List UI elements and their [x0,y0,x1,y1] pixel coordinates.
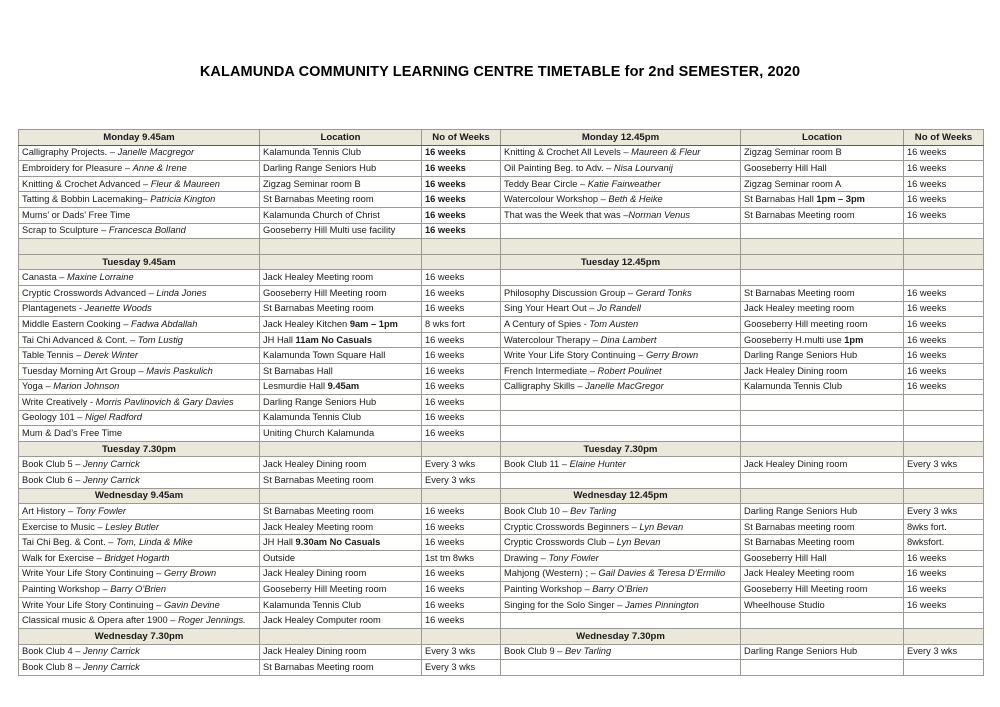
course-cell [501,613,741,629]
location-cell: Jack Healey meeting room [741,301,904,317]
weeks-cell: 16 weeks [422,301,501,317]
location-cell: Gooseberry Hill Meeting room [260,285,422,301]
weeks-cell: Every 3 wks [422,473,501,489]
course-cell: Scrap to Sculpture – Francesca Bolland [19,223,260,239]
course-cell: Tatting & Bobbin Lacemaking– Patricia Kington [19,192,260,208]
daybar-tuesday-evening-left: Tuesday 7.30pm [19,441,260,457]
weeks-cell [904,270,984,286]
daybar-blank [741,488,904,504]
course-cell: Book Club 6 – Jenny Carrick [19,473,260,489]
spacer-cell [501,239,741,255]
location-cell [741,473,904,489]
location-cell [741,223,904,239]
header-location-left: Location [260,130,422,146]
weeks-cell: Every 3 wks [904,457,984,473]
location-cell [741,613,904,629]
day-bar-row-wednesday [19,488,984,504]
section-spacer-row [19,239,984,255]
daybar-blank [904,441,984,457]
table-row [19,535,984,551]
location-cell: Darling Range Seniors Hub [260,395,422,411]
weeks-cell: 16 weeks [422,223,501,239]
course-cell: That was the Week that was –Norman Venus [501,207,741,223]
weeks-cell: 16 weeks [422,145,501,161]
weeks-cell: 16 weeks [422,161,501,177]
weeks-cell: 16 weeks [422,395,501,411]
weeks-cell: 16 weeks [422,192,501,208]
location-cell: Jack Healey Meeting room [260,270,422,286]
weeks-cell: 16 weeks [904,566,984,582]
spacer-cell [741,239,904,255]
weeks-cell: 16 weeks [904,207,984,223]
course-cell: Painting Workshop – Barry O’Brien [501,582,741,598]
spacer-cell [19,239,260,255]
course-cell: Yoga – Marion Johnson [19,379,260,395]
location-cell: Kalamunda Town Square Hall [260,348,422,364]
course-cell: Sing Your Heart Out – Jo Randell [501,301,741,317]
course-cell: Write Your Life Story Continuing – Gerry Brown [19,566,260,582]
daybar-blank [260,254,422,270]
weeks-cell: 16 weeks [422,597,501,613]
course-cell: Drawing – Tony Fowler [501,551,741,567]
course-cell: Watercolour Workshop – Beth & Heike [501,192,741,208]
location-cell: Gooseberry Hill meeting room [741,317,904,333]
daybar-blank [422,629,501,645]
course-cell: Book Club 10 – Bev Tarling [501,504,741,520]
course-cell [501,270,741,286]
location-cell: Jack Healey Dining room [741,457,904,473]
daybar-blank [741,441,904,457]
daybar-tuesday-morning: Tuesday 9.45am [19,254,260,270]
location-cell: Kalamunda Tennis Club [260,145,422,161]
spacer-cell [260,239,422,255]
weeks-cell: 16 weeks [422,332,501,348]
course-cell: Tuesday Morning Art Group – Mavis Paskulich [19,363,260,379]
weeks-cell: 16 weeks [904,176,984,192]
course-cell: Knitting & Crochet Advanced – Fleur & Maureen [19,176,260,192]
course-cell: Table Tennis – Derek Winter [19,348,260,364]
course-cell: Singing for the Solo Singer – James Pinnington [501,597,741,613]
table-row [19,161,984,177]
location-cell: St Barnabas Meeting room [260,473,422,489]
location-cell: Wheelhouse Studio [741,597,904,613]
location-cell: St Barnabas meeting room [741,519,904,535]
location-cell: Zigzag Seminar room B [260,176,422,192]
location-cell: Jack Healey Kitchen 9am – 1pm [260,317,422,333]
location-cell: Jack Healey Dining room [260,566,422,582]
location-cell: Jack Healey Dining room [260,644,422,660]
weeks-cell [904,660,984,676]
header-monday-afternoon: Monday 12.45pm [501,130,741,146]
course-cell [501,410,741,426]
course-cell: Canasta – Maxine Lorraine [19,270,260,286]
location-cell: JH Hall 11am No Casuals [260,332,422,348]
timetable [18,129,984,676]
course-cell [501,426,741,442]
table-row [19,613,984,629]
weeks-cell [904,473,984,489]
weeks-cell: Every 3 wks [422,457,501,473]
weeks-cell: 16 weeks [422,379,501,395]
location-cell: Outside [260,551,422,567]
course-cell: A Century of Spies - Tom Austen [501,317,741,333]
location-cell [741,410,904,426]
course-cell: Write Your Life Story Continuing – Gavin Devine [19,597,260,613]
weeks-cell: Every 3 wks [422,644,501,660]
table-row [19,332,984,348]
course-cell: Write Your Life Story Continuing – Gerry Brown [501,348,741,364]
weeks-cell: 16 weeks [422,285,501,301]
table-row [19,410,984,426]
table-row [19,379,984,395]
day-bar-row-wednesday-evening [19,629,984,645]
location-cell: St Barnabas Meeting room [260,660,422,676]
page-title: KALAMUNDA COMMUNITY LEARNING CENTRE TIMETABLE for 2nd SEMESTER, 2020 [199,64,801,80]
course-cell: Oil Painting Beg. to Adv. – Nisa Lourvanij [501,161,741,177]
table-row [19,285,984,301]
course-cell: Calligraphy Projects. – Janelle Macgregor [19,145,260,161]
weeks-cell: 16 weeks [904,145,984,161]
weeks-cell: 16 weeks [422,270,501,286]
weeks-cell: 16 weeks [422,426,501,442]
daybar-blank [904,254,984,270]
course-cell: Mum & Dad’s Free Time [19,426,260,442]
weeks-cell: 16 weeks [904,301,984,317]
weeks-cell: 16 weeks [904,161,984,177]
daybar-wednesday-morning: Wednesday 9.45am [19,488,260,504]
location-cell: Kalamunda Tennis Club [741,379,904,395]
table-row [19,644,984,660]
table-row [19,551,984,567]
table-row [19,317,984,333]
location-cell: Jack Healey Dining room [741,363,904,379]
table-row [19,504,984,520]
table-row [19,395,984,411]
location-cell: St Barnabas Hall 1pm – 3pm [741,192,904,208]
table-row [19,363,984,379]
weeks-cell [904,613,984,629]
weeks-cell: 8wks fort. [904,519,984,535]
weeks-cell [904,395,984,411]
course-cell: Book Club 8 – Jenny Carrick [19,660,260,676]
table-header-row [19,130,984,146]
course-cell: Book Club 5 – Jenny Carrick [19,457,260,473]
course-cell: Write Creatively - Morris Pavlinovich & Gary Davies [19,395,260,411]
daybar-wednesday-evening-right: Wednesday 7.30pm [501,629,741,645]
table-row [19,582,984,598]
weeks-cell: Every 3 wks [904,644,984,660]
spacer-cell [904,239,984,255]
location-cell: Zigzag Seminar room A [741,176,904,192]
course-cell: Geology 101 – Nigel Radford [19,410,260,426]
weeks-cell: Every 3 wks [904,504,984,520]
daybar-blank [260,488,422,504]
weeks-cell: 1st tm 8wks [422,551,501,567]
daybar-blank [422,254,501,270]
location-cell: Kalamunda Tennis Club [260,410,422,426]
daybar-blank [904,488,984,504]
course-cell: Tai Chi Beg. & Cont. – Tom, Linda & Mike [19,535,260,551]
weeks-cell: 16 weeks [904,192,984,208]
table-row [19,270,984,286]
weeks-cell: 8wksfort. [904,535,984,551]
table-row [19,192,984,208]
location-cell: Darling Range Seniors Hub [741,644,904,660]
location-cell: Kalamunda Church of Christ [260,207,422,223]
location-cell: St Barnabas Hall [260,363,422,379]
location-cell: Gooseberry Hill Multi use facility [260,223,422,239]
weeks-cell: 16 weeks [422,348,501,364]
location-cell: St Barnabas Meeting room [741,285,904,301]
weeks-cell: Every 3 wks [422,660,501,676]
location-cell: Lesmurdie Hall 9.45am [260,379,422,395]
table-row [19,473,984,489]
header-location-right: Location [741,130,904,146]
table-row [19,348,984,364]
weeks-cell: 16 weeks [422,176,501,192]
course-cell: Embroidery for Pleasure – Anne & Irene [19,161,260,177]
course-cell: Watercolour Therapy – Dina Lambert [501,332,741,348]
weeks-cell [904,426,984,442]
location-cell: Darling Range Seniors Hub [741,348,904,364]
course-cell: Philosophy Discussion Group – Gerard Tonks [501,285,741,301]
location-cell: Jack Healey Computer room [260,613,422,629]
weeks-cell: 16 weeks [422,535,501,551]
course-cell [501,660,741,676]
weeks-cell: 16 weeks [422,410,501,426]
daybar-wednesday-evening-left: Wednesday 7.30pm [19,629,260,645]
table-row [19,457,984,473]
weeks-cell: 16 weeks [904,285,984,301]
weeks-cell: 16 weeks [904,582,984,598]
location-cell: St Barnabas Meeting room [260,301,422,317]
course-cell: Book Club 11 – Elaine Hunter [501,457,741,473]
location-cell: Darling Range Seniors Hub [741,504,904,520]
table-row [19,660,984,676]
location-cell: Gooseberry Hill Meeting room [741,582,904,598]
header-weeks-left: No of Weeks [422,130,501,146]
location-cell: Gooseberry H.multi use 1pm [741,332,904,348]
weeks-cell: 16 weeks [422,207,501,223]
table-row [19,145,984,161]
location-cell [741,270,904,286]
location-cell: JH Hall 9.30am No Casuals [260,535,422,551]
location-cell: Kalamunda Tennis Club [260,597,422,613]
table-row [19,597,984,613]
weeks-cell [904,410,984,426]
course-cell: Book Club 4 – Jenny Carrick [19,644,260,660]
location-cell: Gooseberry Hill Meeting room [260,582,422,598]
course-cell: Cryptic Crosswords Beginners – Lyn Bevan [501,519,741,535]
course-cell: Mums’ or Dads’ Free Time [19,207,260,223]
daybar-blank [741,629,904,645]
weeks-cell: 16 weeks [904,363,984,379]
course-cell: Knitting & Crochet All Levels – Maureen & Fleur [501,145,741,161]
location-cell: St Barnabas Meeting room [260,192,422,208]
daybar-blank [260,629,422,645]
daybar-blank [422,441,501,457]
weeks-cell: 8 wks fort [422,317,501,333]
weeks-cell: 16 weeks [904,348,984,364]
location-cell: Gooseberry Hill Hall [741,551,904,567]
daybar-blank [260,441,422,457]
daybar-blank [741,254,904,270]
day-bar-row-tuesday [19,254,984,270]
spacer-cell [422,239,501,255]
course-cell: Cryptic Crosswords Advanced – Linda Jones [19,285,260,301]
weeks-cell: 16 weeks [422,363,501,379]
course-cell [501,395,741,411]
course-cell: Walk for Exercise – Bridget Hogarth [19,551,260,567]
course-cell: Cryptic Crosswords Club – Lyn Bevan [501,535,741,551]
weeks-cell [904,223,984,239]
table-row [19,426,984,442]
location-cell: Jack Healey Meeting room [260,519,422,535]
table-row [19,207,984,223]
header-monday-morning: Monday 9.45am [19,130,260,146]
day-bar-row-tuesday-evening [19,441,984,457]
course-cell: Classical music & Opera after 1900 – Roger Jennings. [19,613,260,629]
table-row [19,223,984,239]
location-cell: Uniting Church Kalamunda [260,426,422,442]
course-cell: Art History – Tony Fowler [19,504,260,520]
course-cell: Teddy Bear Circle – Katie Fairweather [501,176,741,192]
header-weeks-right: No of Weeks [904,130,984,146]
weeks-cell: 16 weeks [422,613,501,629]
course-cell [501,223,741,239]
course-cell: Middle Eastern Cooking – Fadwa Abdallah [19,317,260,333]
course-cell: Mahjong (Western) ; – Gail Davies & Teresa D’Ermilio [501,566,741,582]
daybar-blank [422,488,501,504]
weeks-cell: 16 weeks [904,597,984,613]
weeks-cell: 16 weeks [904,379,984,395]
course-cell: Book Club 9 – Bev Tarling [501,644,741,660]
weeks-cell: 16 weeks [422,504,501,520]
table-row [19,566,984,582]
location-cell: Zigzag Seminar room B [741,145,904,161]
location-cell: St Barnabas Meeting room [260,504,422,520]
timetable-container [18,129,983,676]
location-cell: St Barnabas Meeting room [741,207,904,223]
location-cell: St Barnabas Meeting room [741,535,904,551]
table-row [19,176,984,192]
course-cell: Calligraphy Skills – Janelle MacGregor [501,379,741,395]
location-cell: Gooseberry Hill Hall [741,161,904,177]
weeks-cell: 16 weeks [904,551,984,567]
course-cell [501,473,741,489]
weeks-cell: 16 weeks [904,317,984,333]
daybar-wednesday-afternoon: Wednesday 12.45pm [501,488,741,504]
course-cell: French Intermediate – Robert Poulinet [501,363,741,379]
daybar-tuesday-afternoon: Tuesday 12.45pm [501,254,741,270]
course-cell: Plantagenets - Jeanette Woods [19,301,260,317]
course-cell: Tai Chi Advanced & Cont. – Tom Lustig [19,332,260,348]
weeks-cell: 16 weeks [422,519,501,535]
weeks-cell: 16 weeks [422,582,501,598]
daybar-blank [904,629,984,645]
location-cell [741,426,904,442]
table-row [19,301,984,317]
location-cell [741,395,904,411]
location-cell: Jack Healey Dining room [260,457,422,473]
course-cell: Painting Workshop – Barry O’Brien [19,582,260,598]
location-cell: Jack Healey Meeting room [741,566,904,582]
weeks-cell: 16 weeks [422,566,501,582]
location-cell: Darling Range Seniors Hub [260,161,422,177]
location-cell [741,660,904,676]
course-cell: Exercise to Music – Lesley Butler [19,519,260,535]
weeks-cell: 16 weeks [904,332,984,348]
daybar-tuesday-evening-right: Tuesday 7.30pm [501,441,741,457]
table-row [19,519,984,535]
